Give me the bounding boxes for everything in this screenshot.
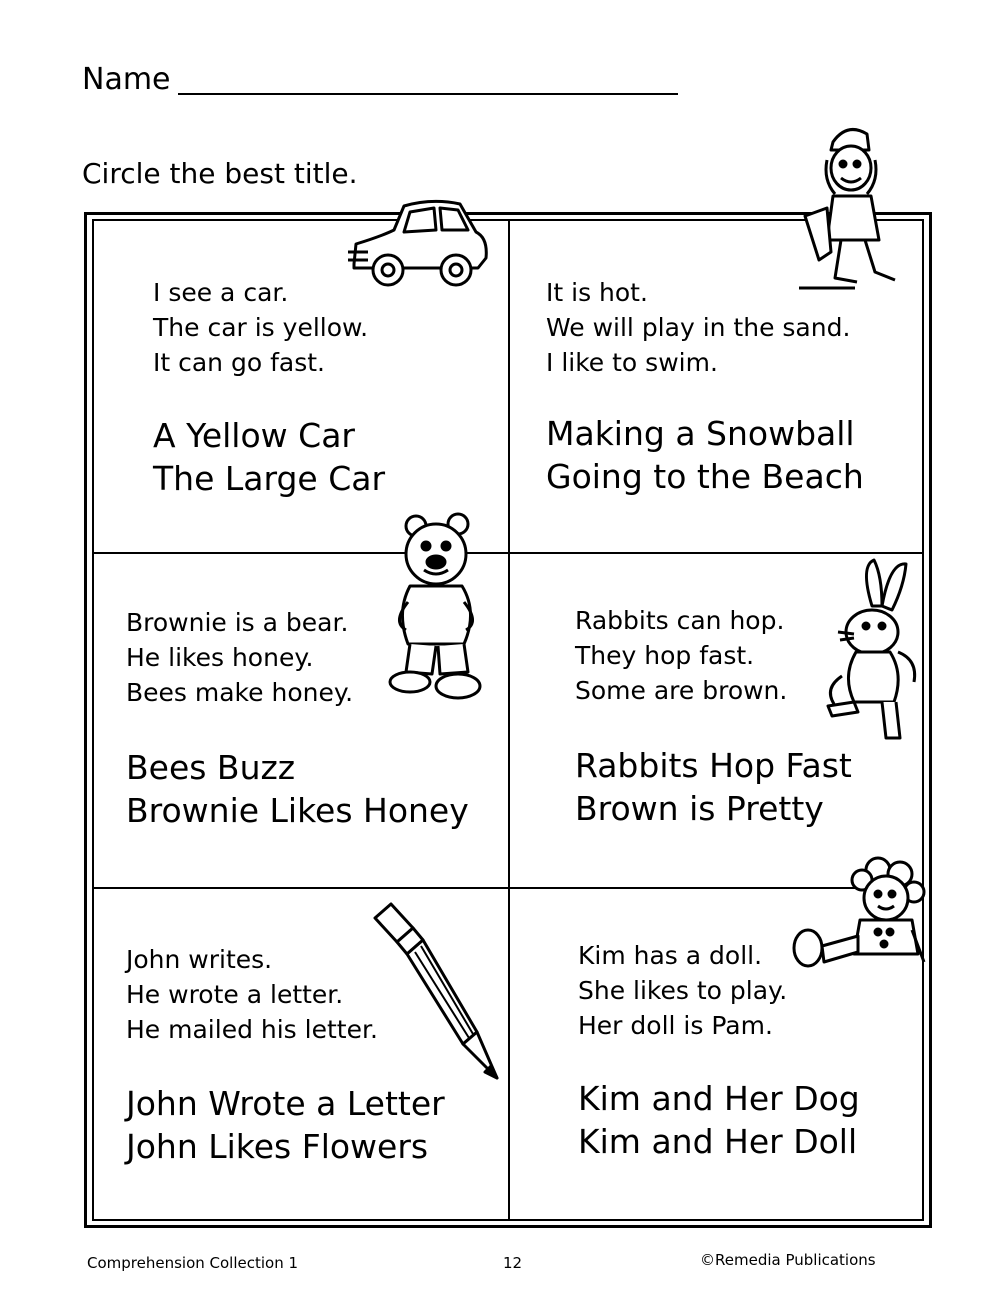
story-line: He likes honey. — [126, 643, 314, 672]
name-label: Name — [82, 62, 171, 97]
panel-1-titles — [153, 414, 385, 500]
title-option[interactable]: The Large Car — [153, 459, 386, 498]
title-option[interactable]: John Likes Flowers — [126, 1127, 429, 1166]
name-line[interactable] — [178, 93, 678, 95]
panel-3-story — [126, 605, 353, 710]
story-line: Some are brown. — [575, 676, 788, 705]
rabbit-icon — [820, 556, 920, 746]
title-option[interactable]: Kim and Her Doll — [578, 1122, 858, 1161]
panel-1-story — [153, 275, 368, 380]
story-line: He wrote a letter. — [126, 980, 344, 1009]
story-line: John writes. — [126, 945, 273, 974]
story-line: I like to swim. — [546, 348, 718, 377]
instruction-text: Circle the best title. — [82, 157, 358, 190]
story-line: He mailed his letter. — [126, 1015, 378, 1044]
panel-2-story — [546, 275, 850, 380]
story-line: Kim has a doll. — [578, 941, 763, 970]
grid-divider-vertical — [508, 219, 510, 1221]
story-line: Brownie is a bear. — [126, 608, 349, 637]
panel-2-titles — [546, 412, 864, 498]
beach-kid-icon — [795, 120, 905, 290]
title-option[interactable]: Rabbits Hop Fast — [575, 746, 852, 785]
title-option[interactable]: Brown is Pretty — [575, 789, 824, 828]
doll-icon — [782, 850, 927, 975]
car-icon — [342, 196, 492, 301]
footer-publisher: ©Remedia Publications — [700, 1251, 876, 1269]
panel-5-titles — [126, 1082, 445, 1168]
panel-3-titles — [126, 746, 469, 832]
story-line: Her doll is Pam. — [578, 1011, 773, 1040]
grid-divider-horizontal-1 — [92, 552, 924, 554]
story-line: She likes to play. — [578, 976, 788, 1005]
title-option[interactable]: Bees Buzz — [126, 748, 296, 787]
panel-4-story — [575, 603, 787, 708]
title-option[interactable]: Brownie Likes Honey — [126, 791, 469, 830]
story-line: They hop fast. — [575, 641, 755, 670]
title-option[interactable]: A Yellow Car — [153, 416, 355, 455]
pencil-icon — [365, 900, 505, 1085]
panel-6-story — [578, 938, 787, 1043]
footer-collection: Comprehension Collection 1 — [87, 1254, 299, 1272]
panel-5-story — [126, 942, 378, 1047]
story-line: It can go fast. — [153, 348, 325, 377]
footer-page-number: 12 — [503, 1254, 523, 1272]
story-line: Bees make honey. — [126, 678, 354, 707]
story-line: It is hot. — [546, 278, 648, 307]
story-line: The car is yellow. — [153, 313, 369, 342]
title-option[interactable]: Making a Snowball — [546, 414, 855, 453]
panel-6-titles — [578, 1077, 860, 1163]
panel-4-titles — [575, 744, 852, 830]
title-option[interactable]: John Wrote a Letter — [126, 1084, 445, 1123]
story-line: Rabbits can hop. — [575, 606, 785, 635]
title-option[interactable]: Kim and Her Dog — [578, 1079, 860, 1118]
story-line: I see a car. — [153, 278, 289, 307]
story-line: We will play in the sand. — [546, 313, 851, 342]
title-option[interactable]: Going to the Beach — [546, 457, 864, 496]
bear-icon — [388, 512, 483, 707]
